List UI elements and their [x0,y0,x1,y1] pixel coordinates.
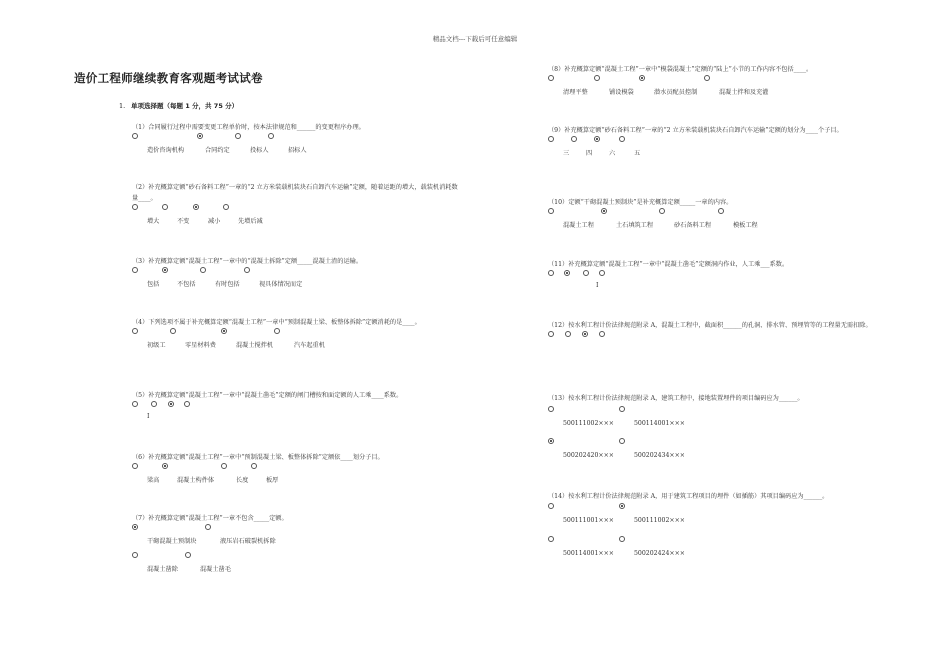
option-label: 模板工程 [733,222,758,229]
option-radio-a[interactable] [548,136,554,142]
question-text: （10）定额“干砌混凝土预制块”是补充概算定额_____一章的内容。 [548,199,733,206]
option-radio-d[interactable] [223,204,229,210]
question-text: （8）补充概算定额“混凝土工程”一章中“模袋混凝土”定额的“陆上”小节的工作内容不包括____。 [548,66,813,73]
option-radio-d[interactable] [704,75,710,81]
option-radio-c[interactable] [221,328,227,334]
option-radio-c[interactable] [583,270,589,276]
option-label: 500202424××× [634,550,685,557]
option-radio-d[interactable] [184,401,190,407]
question-text: （11）补充概算定额“混凝土工程”一章中“混凝土凿毛”定额洞内作业，人工乘___系数。 [548,261,789,268]
option-radio-b[interactable] [162,204,168,210]
document-title: 造价工程师继续教育客观题考试试卷 [74,71,263,85]
option-radio-a[interactable] [132,133,138,139]
option-label: 500202434××× [634,452,685,459]
option-label: 液压岩石破裂机拆除 [220,538,276,545]
option-radio-d[interactable] [599,270,605,276]
question-13 [548,393,888,462]
option-radio-b[interactable] [197,133,203,139]
option-label: 500111002××× [563,420,614,427]
option-value: I [596,282,599,289]
option-radio-b[interactable] [170,328,176,334]
question-4 [132,317,462,350]
question-5 [132,390,462,423]
question-text: （1）合同履行过程中需要变更工程单价时，按本法律规范和______的变更程序办理。 [132,124,365,131]
option-radio-c[interactable] [548,438,554,444]
option-value: I [147,413,150,420]
option-label: 混凝土拌和及充灌 [719,89,769,96]
option-radio-b[interactable] [564,270,570,276]
option-radio-c[interactable] [132,552,138,558]
option-radio-c[interactable] [594,136,600,142]
option-radio-b[interactable] [619,503,625,509]
option-radio-b[interactable] [619,406,625,412]
question-12 [548,320,888,343]
option-label: 增大 [147,218,160,225]
option-radio-c[interactable] [582,331,588,337]
option-label: 合同约定 [205,147,230,154]
option-radio-a[interactable] [132,204,138,210]
question-text: （9）补充概算定额“砂石备料工程”一章的“2 立方米装载机装块石自卸汽车运输”定额的划分为____个子目。 [548,127,843,134]
option-radio-b[interactable] [205,524,211,530]
option-radio-a[interactable] [132,524,138,530]
option-radio-d[interactable] [251,463,257,469]
option-label: 500114001××× [563,550,614,557]
question-10 [548,197,878,230]
option-label: 500111001××× [563,517,614,524]
option-radio-b[interactable] [151,401,157,407]
question-text: （5）补充概算定额“混凝土工程”一章中“混凝土凿毛”定额的闸门槽按和面定额的人工乘____系数。 [132,392,403,399]
option-radio-d[interactable] [244,267,250,273]
option-label: 潜水员配员控制 [654,89,698,96]
question-text: （3）补充概算定额“混凝土工程”一章中的“混凝土拆除”定额_____混凝土渣的运输。 [132,258,363,265]
option-label: 不变 [177,218,190,225]
option-radio-d[interactable] [599,331,605,337]
option-label: 不包括 [177,281,196,288]
option-radio-c[interactable] [168,401,174,407]
section-label: 单项选择题（每题 1 分，共 75 分） [131,102,239,110]
option-label: 汽车起重机 [294,342,325,349]
option-label: 混凝土构件体 [177,477,215,484]
question-text: （14）按水利工程计价法律规范附录 A，用于建筑工程项目的埋件（如插筋）其项目编码应为______。 [548,493,829,500]
option-label: 造价咨询机构 [147,147,185,154]
option-label: 500114001××× [634,420,685,427]
option-label: 三 [563,150,570,157]
question-3 [132,256,462,289]
option-radio-b[interactable] [594,75,600,81]
option-radio-b[interactable] [571,136,577,142]
option-label: 四 [586,150,593,157]
option-radio-a[interactable] [548,208,554,214]
option-radio-a[interactable] [132,463,138,469]
option-radio-a[interactable] [548,270,554,276]
option-radio-c[interactable] [200,267,206,273]
option-label: 混凝土工程 [563,222,594,229]
option-label: 板厚 [266,477,279,484]
option-radio-a[interactable] [548,406,554,412]
header-note: 精品文档---下载后可任意编辑 [432,35,518,43]
option-label: 投标人 [250,147,269,154]
option-label: 土石填筑工程 [616,222,654,229]
option-radio-d[interactable] [619,536,625,542]
option-radio-c[interactable] [639,75,645,81]
option-label: 六 [609,150,616,157]
option-label: 梁高 [147,477,160,484]
option-label: 零星材料费 [185,342,216,349]
option-label: 招标人 [288,147,307,154]
option-label: 砂石备料工程 [674,222,712,229]
option-radio-d[interactable] [619,438,625,444]
option-label: 干砌混凝土预制块 [147,538,197,545]
question-text: （12）按水利工程计价法律规范附录 A，混凝土工程中，截面积______的孔洞、排水管、预埋管等的工程量无需扣除。 [548,322,872,329]
option-radio-d[interactable] [274,328,280,334]
option-radio-c[interactable] [235,133,241,139]
section-heading [119,101,238,110]
option-radio-c[interactable] [548,536,554,542]
option-label: 混凝土凿毛 [200,566,231,573]
option-label: 清理平整 [563,89,588,96]
option-label: 500111002××× [634,517,685,524]
question-7 [132,513,462,574]
question-1 [132,122,462,155]
option-radio-a[interactable] [132,267,138,273]
option-label: 视具体情况而定 [259,281,303,288]
option-radio-b[interactable] [601,208,607,214]
option-label: 500202420××× [563,452,614,459]
question-text: （2）补充概算定额“砂石备料工程”一章的“2 立方米装载机装块石自卸汽车运输”定额，随着运距的增大，载装机消耗数量____。 [132,184,458,202]
option-radio-b[interactable] [162,463,168,469]
option-label: 有时包括 [215,281,240,288]
option-radio-d[interactable] [268,133,274,139]
question-8 [548,64,878,97]
option-label: 长度 [236,477,249,484]
option-radio-a[interactable] [548,331,554,337]
option-label: 铺设模袋 [609,89,634,96]
question-text: （4）下列选项不属于补充概算定额“混凝土工程”一章中“预制混凝土梁、板整体拆除”定额消耗的是____。 [132,319,421,326]
question-2 [132,182,462,226]
question-9 [548,125,878,158]
question-text: （6）补充概算定额“混凝土工程”一章中“预制混凝土梁、板整体拆除”定额依____划分子目。 [132,454,384,461]
option-radio-c[interactable] [221,463,227,469]
option-radio-d[interactable] [185,552,191,558]
option-radio-a[interactable] [548,75,554,81]
option-label: 五 [634,150,641,157]
option-label: 初级工 [147,342,166,349]
question-text: （7）补充概算定额“混凝土工程”一章不包含_____定额。 [132,515,288,522]
question-14 [548,491,888,560]
option-radio-c[interactable] [193,204,199,210]
option-radio-d[interactable] [619,136,625,142]
question-11 [548,259,878,292]
option-label: 混凝土凿除 [147,566,178,573]
option-label: 混凝土搅拌机 [236,342,274,349]
option-label: 减小 [208,218,221,225]
section-number: 1. [119,102,126,110]
option-radio-a[interactable] [548,503,554,509]
option-label: 包括 [147,281,160,288]
option-label: 先增后减 [238,218,263,225]
option-radio-a[interactable] [132,328,138,334]
option-radio-c[interactable] [659,208,665,214]
option-radio-a[interactable] [132,401,138,407]
question-6 [132,452,462,485]
option-radio-b[interactable] [565,331,571,337]
option-radio-b[interactable] [162,267,168,273]
option-radio-d[interactable] [718,208,724,214]
question-text: （13）按水利工程计价法律规范附录 A，建筑工程中，接地装置埋件的项目编码应为______。 [548,395,804,402]
